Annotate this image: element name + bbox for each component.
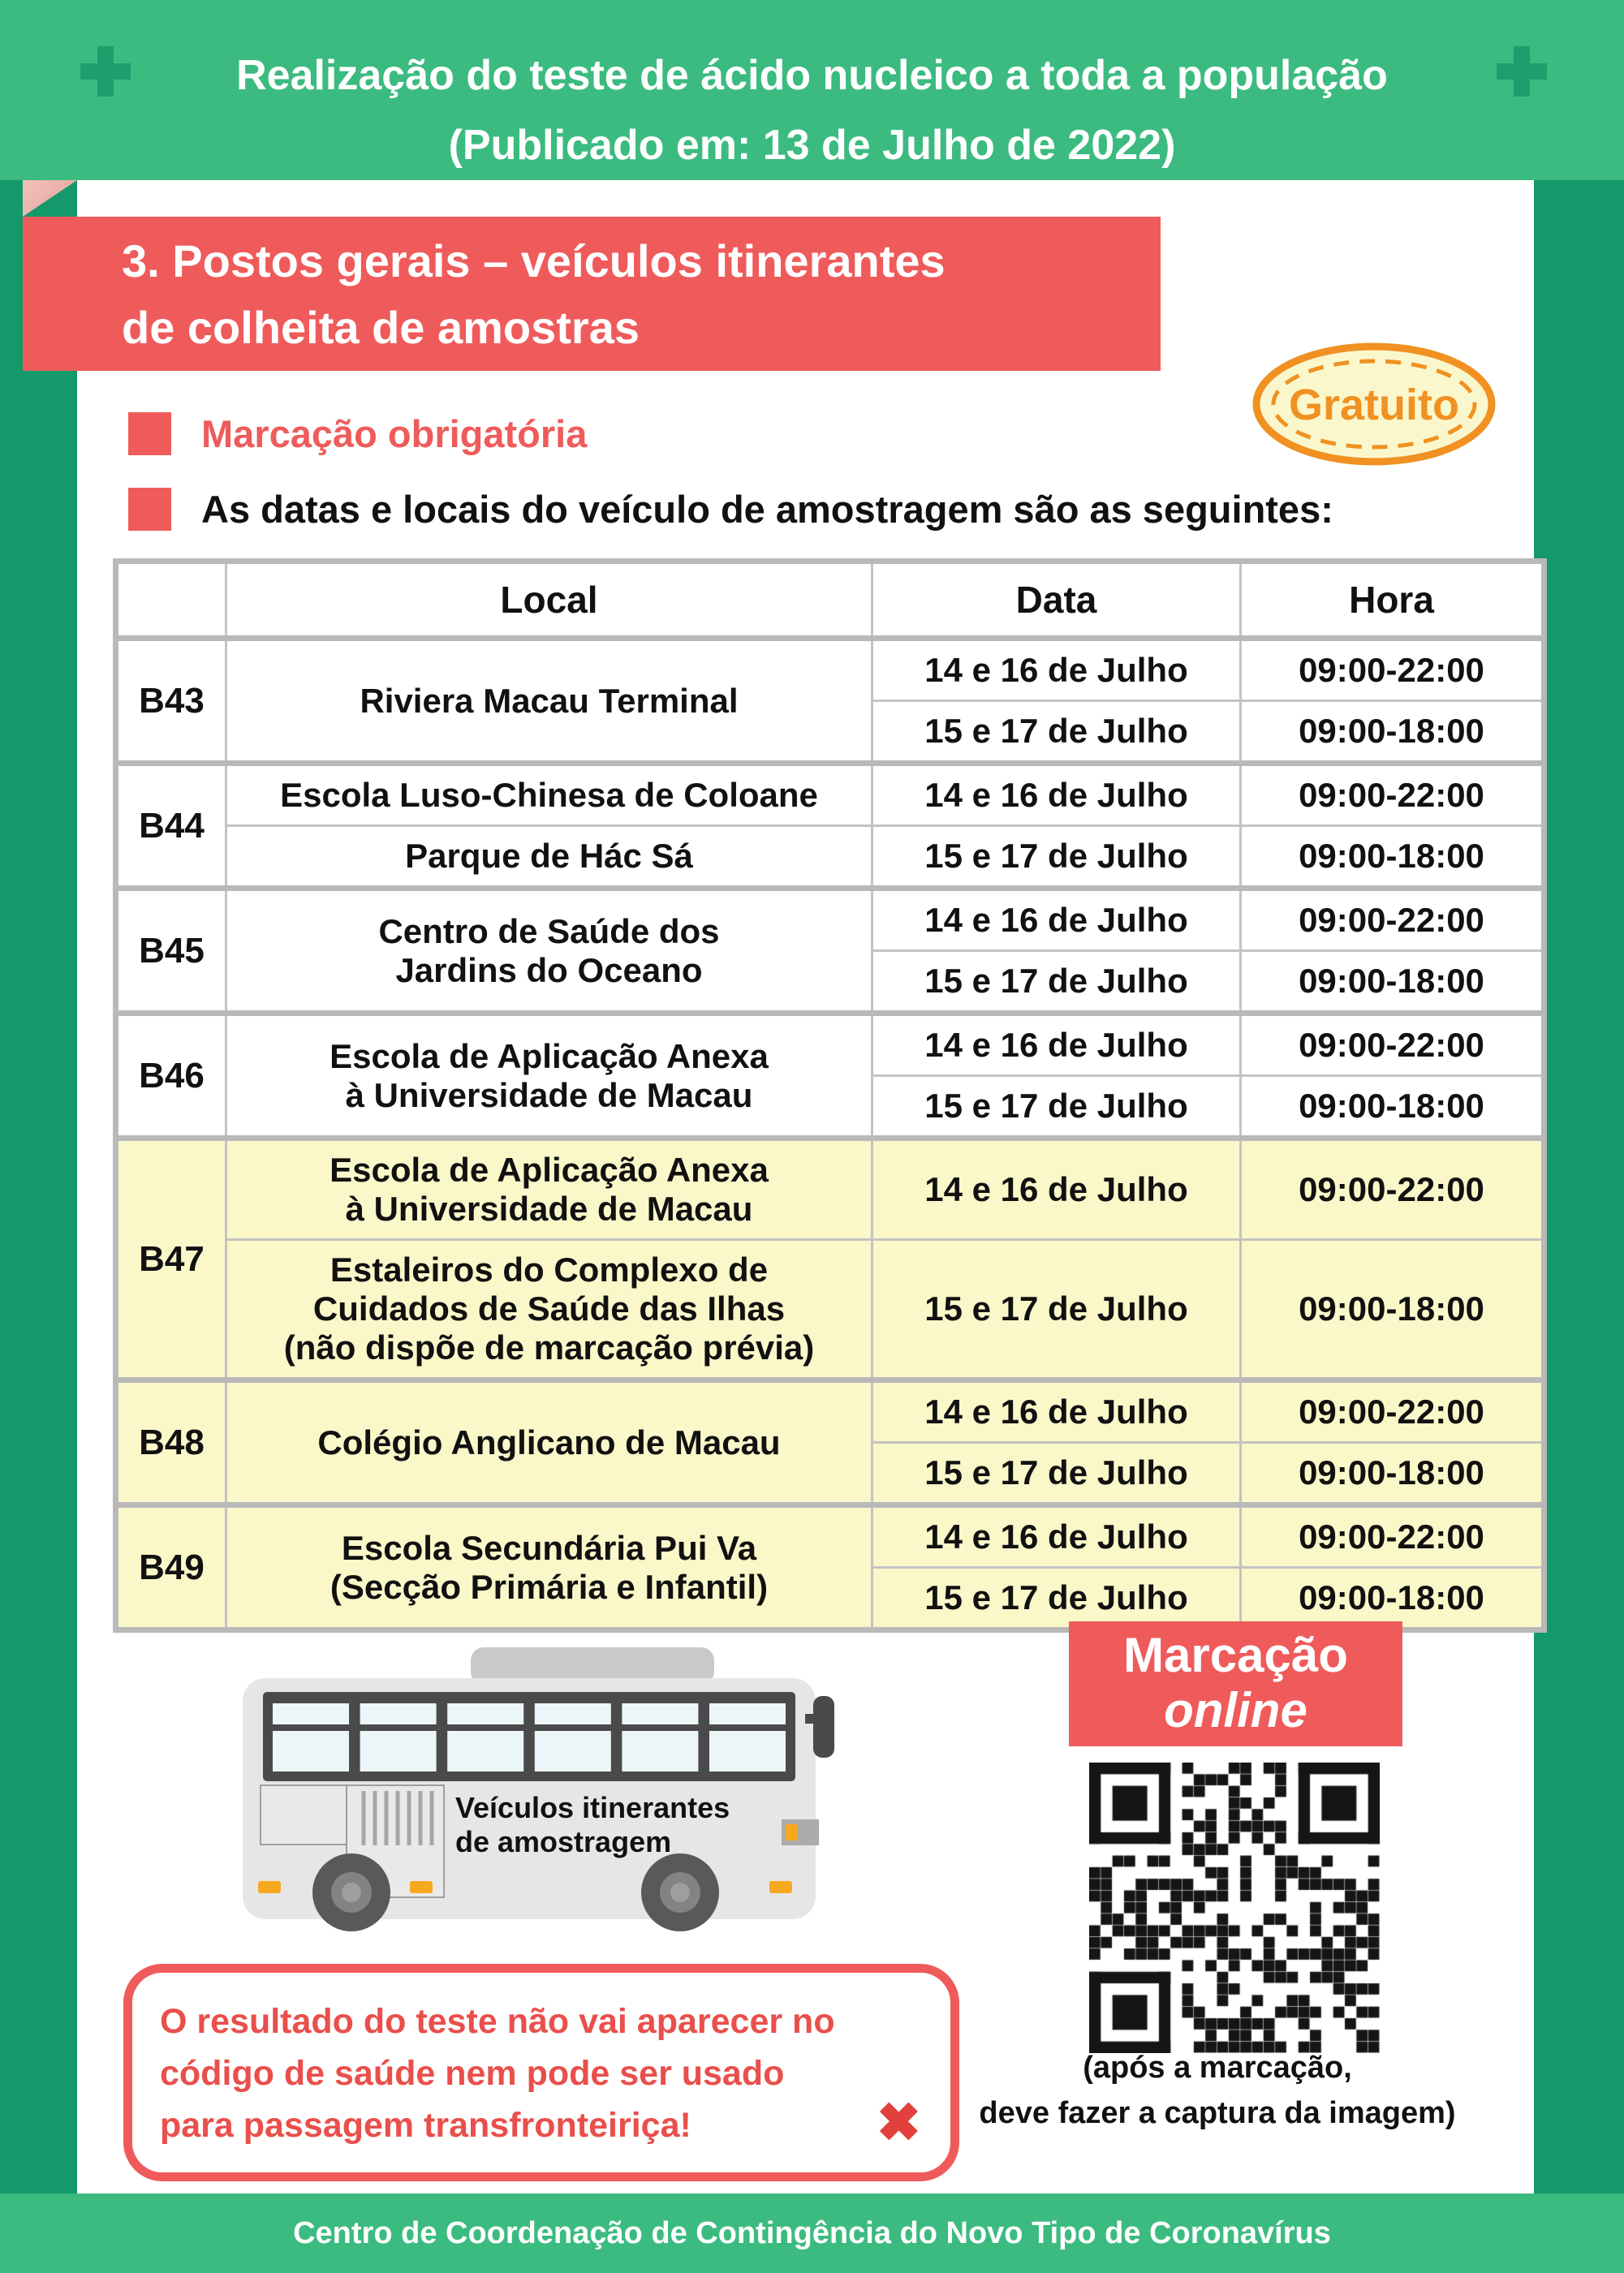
time-cell: 09:00-18:00 <box>1241 1568 1544 1630</box>
time-cell: 09:00-18:00 <box>1241 951 1544 1014</box>
section-title-line1: 3. Postos gerais – veículos itinerantes <box>122 235 946 286</box>
online-booking-line1: Marcação <box>1123 1628 1348 1682</box>
section-title-line2: de colheita de amostras <box>122 302 640 353</box>
date-cell: 15 e 17 de Julho <box>872 701 1241 764</box>
qr-caption-line2: deve fazer a captura da imagem) <box>979 2096 1456 2130</box>
table-row-b47-2 <box>116 1240 1544 1380</box>
time-cell: 09:00-22:00 <box>1241 1139 1544 1240</box>
date-cell: 15 e 17 de Julho <box>872 1076 1241 1139</box>
warning-box <box>123 1964 959 2181</box>
bus-front-wheel <box>312 1853 390 1931</box>
page-title-line2: (Publicado em: 13 de Julho de 2022) <box>448 122 1176 169</box>
page-title <box>0 41 1624 180</box>
free-badge-label: Gratuito <box>1289 381 1459 429</box>
bus-mirror <box>813 1696 834 1758</box>
col-header-time: Hora <box>1241 562 1544 639</box>
bullet-square-2 <box>128 488 171 531</box>
qr-caption-line1: (após a marcação, <box>1083 2051 1352 2085</box>
page-fold-corner <box>23 180 77 217</box>
location-cell: Centro de Saúde dos Jardins do Oceano <box>226 889 872 1014</box>
date-cell: 15 e 17 de Julho <box>872 826 1241 889</box>
schedule-table-wrap <box>113 558 1547 1633</box>
table-row-b44-1 <box>116 764 1544 826</box>
date-cell: 14 e 16 de Julho <box>872 1014 1241 1076</box>
note-dates-locations: As datas e locais do veículo de amostragem são as seguintes: <box>201 488 1333 531</box>
date-cell: 15 e 17 de Julho <box>872 951 1241 1014</box>
warning-line2: código de saúde nem pode ser usado <box>160 2054 785 2093</box>
online-booking-banner <box>1069 1621 1402 1746</box>
time-cell: 09:00-18:00 <box>1241 1443 1544 1505</box>
footer-band <box>0 2193 1624 2273</box>
time-cell: 09:00-22:00 <box>1241 764 1544 826</box>
station-code: B44 <box>116 764 226 889</box>
date-cell: 14 e 16 de Julho <box>872 889 1241 951</box>
station-code: B47 <box>116 1139 226 1380</box>
time-cell: 09:00-18:00 <box>1241 1076 1544 1139</box>
table-header-row <box>116 562 1544 639</box>
location-cell: Escola Secundária Pui Va (Secção Primária e Infantil) <box>226 1505 872 1630</box>
header-band <box>0 0 1624 180</box>
note-mandatory-booking: Marcação obrigatória <box>201 412 588 455</box>
location-cell: Colégio Anglicano de Macau <box>226 1380 872 1505</box>
time-cell: 09:00-18:00 <box>1241 1240 1544 1380</box>
location-cell: Escola de Aplicação Anexa à Universidade de Macau <box>226 1014 872 1139</box>
table-row-b47-1 <box>116 1139 1544 1240</box>
location-cell: Parque de Hác Sá <box>226 826 872 889</box>
date-cell: 15 e 17 de Julho <box>872 1443 1241 1505</box>
date-cell: 14 e 16 de Julho <box>872 1139 1241 1240</box>
date-cell: 15 e 17 de Julho <box>872 1568 1241 1630</box>
table-row-b46-1 <box>116 1014 1544 1076</box>
station-code: B49 <box>116 1505 226 1630</box>
bus-rear-wheel <box>641 1853 719 1931</box>
qr-caption <box>933 2045 1501 2136</box>
bus-illustration <box>227 1639 844 1964</box>
bus-label-line2: de amostragem <box>455 1825 672 1858</box>
schedule-table <box>113 558 1547 1633</box>
col-header-local: Local <box>226 562 872 639</box>
table-row-b43-1 <box>116 639 1544 701</box>
warning-line3: para passagem transfronteiriça! <box>160 2106 691 2145</box>
col-header-code <box>116 562 226 639</box>
date-cell: 14 e 16 de Julho <box>872 639 1241 701</box>
time-cell: 09:00-22:00 <box>1241 1505 1544 1568</box>
table-row-b49-1 <box>116 1505 1544 1568</box>
table-row-b45-1 <box>116 889 1544 951</box>
bullet-square-1 <box>128 412 171 455</box>
online-booking-line2: online <box>1164 1683 1307 1737</box>
section-title <box>23 217 1161 361</box>
station-code: B46 <box>116 1014 226 1139</box>
location-cell: Escola de Aplicação Anexa à Universidade de Macau <box>226 1139 872 1240</box>
time-cell: 09:00-22:00 <box>1241 1380 1544 1443</box>
date-cell: 15 e 17 de Julho <box>872 1240 1241 1380</box>
warning-text <box>160 1995 835 2151</box>
table-row-b44-2 <box>116 826 1544 889</box>
time-cell: 09:00-22:00 <box>1241 639 1544 701</box>
bus-front-panel <box>261 1785 347 1845</box>
col-header-date: Data <box>872 562 1241 639</box>
location-cell: Riviera Macau Terminal <box>226 639 872 764</box>
warning-line1: O resultado do teste não vai aparecer no <box>160 2002 835 2041</box>
bus-label-line1: Veículos itinerantes <box>455 1791 730 1824</box>
table-row-b48-1 <box>116 1380 1544 1443</box>
time-cell: 09:00-18:00 <box>1241 826 1544 889</box>
booking-qr-code <box>1089 1763 1380 2053</box>
station-code: B45 <box>116 889 226 1014</box>
date-cell: 14 e 16 de Julho <box>872 1380 1241 1443</box>
free-badge <box>1252 342 1496 466</box>
bus-door-slats <box>364 1791 432 1845</box>
location-cell: Estaleiros do Complexo de Cuidados de Saúde das Ilhas (não dispõe de marcação prévia) <box>226 1240 872 1380</box>
footer-text: Centro de Coordenação de Contingência do Novo Tipo de Coronavírus <box>293 2216 1331 2250</box>
location-cell: Escola Luso-Chinesa de Coloane <box>226 764 872 826</box>
x-mark-icon: ✖ <box>876 2092 921 2152</box>
station-code: B48 <box>116 1380 226 1505</box>
page-title-line1: Realização do teste de ácido nucleico a toda a população <box>236 52 1388 99</box>
bus-side-box-light <box>786 1824 797 1840</box>
date-cell: 14 e 16 de Julho <box>872 1505 1241 1568</box>
time-cell: 09:00-22:00 <box>1241 889 1544 951</box>
time-cell: 09:00-18:00 <box>1241 701 1544 764</box>
section-banner <box>23 217 1161 371</box>
time-cell: 09:00-22:00 <box>1241 1014 1544 1076</box>
station-code: B43 <box>116 639 226 764</box>
date-cell: 14 e 16 de Julho <box>872 764 1241 826</box>
